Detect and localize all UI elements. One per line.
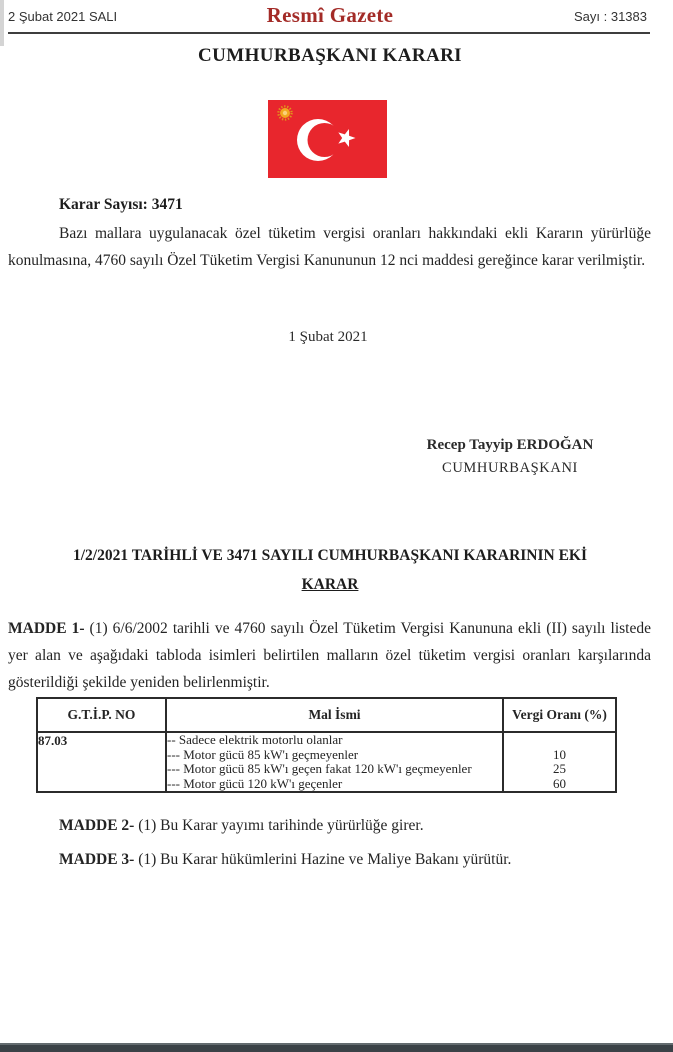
article-2 (8, 817, 653, 835)
table-row (37, 732, 616, 792)
bottom-bar (0, 1043, 673, 1052)
article-1 (8, 615, 651, 696)
gazette-date: 2 Şubat 2021 SALI (8, 9, 118, 24)
cell-vergi-orani (503, 732, 616, 792)
article-1-label: MADDE 1- (8, 620, 85, 637)
signature-name: Recep Tayyip ERDOĞAN (426, 437, 594, 453)
mal-ismi-line: --- Motor gücü 120 kW'ı geçenler (167, 775, 343, 791)
crescent-star-icon (268, 100, 387, 178)
decision-date: 1 Şubat 2021 (288, 329, 368, 345)
annex-subtitle: KARAR (301, 576, 359, 593)
table-header-row (37, 698, 616, 732)
article-2-text: (1) Bu Karar yayımı tarihinde yürürlüğe girer. (134, 817, 424, 834)
mal-ismi-line: -- Sadece elektrik motorlu olanlar (167, 732, 343, 747)
vergi-orani-line: 10 (553, 746, 566, 762)
table-header-vergi-orani: Vergi Oranı (%) (503, 698, 616, 732)
masthead-rule (8, 32, 650, 34)
article-3-label: MADDE 3- (59, 851, 135, 868)
annex-title: 1/2/2021 TARİHLİ VE 3471 SAYILI CUMHURBAŞKANI KARARININ EKİ (72, 547, 588, 564)
gazette-issue-number: Sayı : 31383 (574, 9, 647, 24)
gazette-masthead: Resmî Gazete (266, 3, 394, 27)
table-header-gtip: G.T.İ.P. NO (37, 698, 166, 732)
vergi-orani-line: 25 (553, 761, 566, 776)
article-3 (8, 851, 653, 869)
article-3-text: (1) Bu Karar hükümlerini Hazine ve Maliye Bakanı yürütür. (134, 851, 512, 868)
signature-block (382, 437, 638, 477)
table-header-mal-ismi: Mal İsmi (166, 698, 503, 732)
vergi-orani-line (504, 733, 615, 748)
article-1-text: (1) 6/6/2002 tarihli ve 4760 sayılı Özel Tüketim Vergisi Kanununa ekli (II) sayılı listede yer alan ve aşağıdaki tabloda isimleri belirtilen malların özel tüketim vergisi oranları karşılarında gösterildiği şekilde yeniden belirlenmiştir. (8, 620, 651, 691)
signature-title: CUMHURBAŞKANI (442, 460, 578, 476)
article-2-label: MADDE 2- (59, 817, 135, 834)
decision-body: Bazı mallara uygulanacak özel tüketim vergisi oranları hakkındaki ekli Kararın yürürlüğe konulmasına, 4760 sayılı Özel Tüketim Vergisi Kanununun 12 nci maddesi gereğince karar verilmiştir. (8, 225, 651, 269)
mal-ismi-line: --- Motor gücü 85 kW'ı geçen fakat 120 kW'ı geçmeyenler (167, 761, 472, 776)
cell-gtip-no: 87.03 (37, 732, 166, 792)
decree-title: CUMHURBAŞKANI KARARI (198, 45, 462, 66)
vergi-orani-line: 60 (553, 775, 566, 791)
turkish-flag (268, 100, 387, 178)
decision-number: Karar Sayısı: 3471 (59, 196, 183, 213)
tariff-table (36, 697, 617, 793)
mal-ismi-line: --- Motor gücü 85 kW'ı geçmeyenler (167, 746, 359, 762)
cell-mal-ismi (166, 732, 503, 792)
